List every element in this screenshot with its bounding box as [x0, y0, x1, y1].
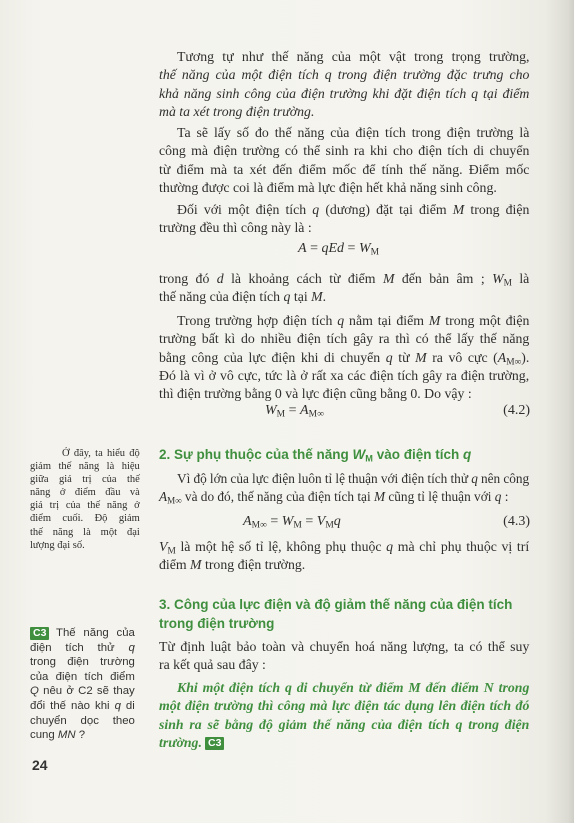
text-line	[159, 349, 530, 367]
line-content	[159, 657, 266, 672]
italic-run	[217, 271, 224, 286]
line-content	[177, 313, 529, 328]
text-line	[159, 288, 530, 306]
text-run: trường.	[159, 734, 202, 750]
text-line	[159, 385, 530, 403]
text-line	[30, 526, 140, 539]
italic-text: W	[352, 447, 366, 462]
line-content	[159, 368, 529, 383]
italic-text: q	[386, 539, 394, 554]
text-line	[159, 656, 530, 674]
line-content	[56, 627, 135, 639]
text-run: ).	[521, 349, 530, 365]
text-line	[159, 446, 530, 465]
subscript: M∞	[167, 495, 182, 506]
line-content	[30, 685, 135, 697]
text-run: là khoảng cách từ điểm	[223, 271, 383, 286]
text-line	[159, 270, 530, 288]
italic-run	[321, 241, 344, 256]
line-content	[159, 698, 529, 713]
line-content	[159, 289, 326, 304]
italic-text: q	[494, 489, 502, 504]
text-line	[159, 488, 530, 506]
section-3-heading	[159, 596, 530, 633]
italic-text: q	[312, 202, 320, 217]
text-line	[159, 201, 530, 219]
equation-4-2-number: (4.2)	[503, 403, 530, 418]
text-run: =	[306, 241, 322, 256]
italic-text: M	[428, 313, 441, 328]
text-run: nên công	[477, 471, 530, 486]
italic-text: W	[358, 241, 371, 256]
text-run: bằng công của lực điện khi di chuyển	[159, 349, 386, 365]
text-line	[159, 697, 530, 715]
text-run: trường đều thì công này là :	[159, 220, 312, 236]
italic-text: M	[311, 289, 323, 305]
text-line	[159, 330, 530, 348]
line-content	[159, 349, 530, 368]
text-run: đổi thế nào khi	[30, 699, 115, 712]
italic-text: mà ta xét trong điện trường.	[159, 103, 315, 119]
line-content	[177, 202, 529, 217]
line-content	[159, 386, 472, 401]
text-line	[159, 367, 530, 385]
text-line	[159, 638, 530, 656]
italic-text: A	[497, 349, 507, 365]
italic-run	[159, 86, 529, 101]
line-content	[159, 331, 529, 346]
italic-run	[265, 403, 285, 418]
line-content	[159, 271, 530, 289]
line-content	[159, 539, 530, 557]
subscript: M	[365, 453, 373, 464]
text-run: 3. Công của lực điện và độ giảm thế năng của điện tích	[159, 597, 513, 612]
subscript: M∞	[308, 409, 324, 420]
italic-text: M	[452, 202, 465, 217]
text-run: nằm tại điểm	[344, 313, 429, 328]
text-run: =	[285, 403, 301, 418]
line-content	[298, 241, 379, 256]
text-run: vào điện tích	[372, 447, 463, 462]
italic-run	[30, 685, 39, 697]
text-run: và do đó, thế năng của điện tích tại	[181, 489, 374, 504]
line-content	[243, 514, 341, 529]
italic-text: qEd	[321, 241, 345, 256]
line-content	[159, 616, 274, 631]
italic-text: q	[385, 349, 393, 365]
text-line	[159, 179, 530, 197]
text-run: cũng tỉ lệ thuận với	[385, 489, 495, 504]
italic-text: khả năng sinh công của điện trường khi đặt điện tích q tại điểm	[159, 85, 530, 101]
text-line	[30, 670, 135, 685]
text-run: trong đó	[159, 271, 217, 286]
line-content	[30, 527, 140, 538]
text-line	[159, 716, 530, 734]
line-content	[30, 656, 135, 668]
line-content	[30, 715, 135, 727]
text-run: trong điện trường	[30, 656, 135, 669]
equation-work	[298, 240, 379, 258]
definition-paragraph	[159, 270, 530, 307]
line-content	[159, 162, 529, 177]
italic-text: A	[298, 241, 307, 256]
subscript: M	[167, 546, 176, 557]
line-content	[30, 642, 135, 654]
line-content	[177, 49, 530, 64]
italic-run	[453, 202, 465, 217]
text-run: giá trị của thế năng ở	[30, 500, 140, 512]
text-line	[159, 219, 530, 237]
c3-reference-badge: C3	[205, 737, 224, 750]
measure-paragraph	[159, 124, 530, 197]
text-run: Trong trường hợp điện tích	[177, 313, 338, 328]
line-content	[30, 500, 140, 511]
subscript: M	[503, 278, 512, 289]
text-line	[30, 684, 135, 699]
conservation-paragraph	[159, 638, 530, 675]
general-field-paragraph	[159, 312, 530, 403]
text-line	[30, 626, 135, 641]
text-run: trường bất kì do nhiều điện tích gây ra thì có thể lấy thế năng	[159, 331, 530, 347]
equation-4-3-number: (4.3)	[503, 514, 530, 529]
italic-run	[159, 104, 314, 119]
line-content	[159, 447, 471, 462]
text-line	[159, 142, 530, 160]
subscript: M∞	[506, 357, 522, 368]
text-line	[298, 240, 379, 258]
text-run: 2. Sự phụ thuộc của thế năng	[159, 447, 353, 462]
line-content	[159, 86, 529, 101]
text-line	[30, 486, 140, 499]
line-content	[159, 143, 529, 158]
text-line	[159, 85, 530, 103]
italic-text: q	[462, 447, 472, 462]
text-run: là	[511, 271, 530, 286]
coefficient-paragraph	[159, 538, 530, 575]
italic-run	[386, 350, 393, 365]
text-run: sinh ra sẽ bằng độ giảm thế năng của điện tích q trong điện	[159, 716, 530, 732]
italic-run	[497, 349, 522, 368]
text-run: trong điện trường.	[201, 557, 306, 573]
text-line	[159, 538, 530, 556]
uniform-field-paragraph	[159, 201, 530, 238]
italic-text: Q	[30, 685, 39, 698]
italic-run	[463, 447, 471, 462]
text-run: di	[120, 699, 135, 712]
text-line	[30, 447, 140, 460]
line-content	[265, 403, 324, 418]
italic-text: q	[128, 641, 135, 654]
text-run: từ điểm mà ta xét đến điểm mốc để tính thế năng. Điểm mốc	[159, 161, 530, 177]
italic-run	[429, 313, 441, 328]
line-content	[159, 639, 529, 654]
italic-text: d	[216, 271, 224, 286]
italic-text: W	[265, 403, 277, 418]
line-content	[177, 680, 529, 695]
italic-run	[415, 350, 427, 365]
subscript: M	[276, 409, 286, 420]
italic-text: M	[190, 557, 202, 573]
italic-run	[317, 514, 334, 529]
line-content	[159, 67, 529, 82]
text-run: điểm cuối. Độ giảm	[30, 513, 140, 525]
line-content	[30, 487, 140, 498]
text-run: trong điện trường	[159, 615, 275, 631]
text-run: thường được coi là điểm mà lực điện hết khả năng sinh công.	[159, 179, 497, 195]
line-content	[159, 557, 305, 572]
text-run: Từ định luật bảo toàn và chuyển hoá năng lượng, ta có thể suy	[159, 639, 530, 654]
line-content	[30, 461, 140, 472]
text-line	[159, 48, 530, 66]
text-run: của điện tích điểm	[30, 670, 135, 683]
italic-text: q	[114, 699, 121, 712]
subscript: M	[325, 520, 334, 531]
text-run: một điện trường thì công mà lực điện tác dụng lên điện tích đó	[159, 698, 530, 714]
line-content	[30, 474, 140, 485]
text-run: thì điện trường bằng 0 và lực điện cũng bằng 0. Do vậy :	[159, 386, 472, 402]
text-run: là một hệ số tỉ lệ, không phụ thuộc	[175, 539, 387, 554]
line-content	[30, 671, 135, 683]
text-run: chuyển dọc theo	[30, 714, 135, 727]
equation-4-2	[265, 402, 324, 420]
line-content	[30, 513, 140, 524]
italic-text: A	[159, 489, 168, 504]
line-content	[159, 735, 202, 750]
text-run: mà chỉ phụ thuộc vị trí	[393, 539, 530, 554]
text-line	[30, 473, 140, 486]
c3-question	[30, 626, 135, 743]
italic-run	[353, 447, 373, 462]
text-run: từ	[392, 349, 416, 365]
line-content	[62, 448, 140, 459]
text-run: ?	[75, 729, 86, 742]
text-run: Vì độ lớn của lực điện luôn tỉ lệ thuận với điện tích thử	[177, 471, 472, 486]
line-content	[159, 597, 512, 612]
proportionality-paragraph	[159, 470, 530, 506]
sidebar-note	[30, 447, 140, 552]
line-content	[30, 540, 85, 551]
equation-4-3	[243, 513, 341, 531]
text-run: Khi một điện tích q di chuyển từ điểm M đến điểm N trong	[177, 680, 530, 695]
text-run: công mà điện trường có thể sinh ra khi cho điện tích di chuyển	[159, 143, 530, 159]
italic-run	[359, 241, 379, 256]
text-run: Đối với một điện tích	[177, 202, 313, 217]
text-line	[30, 539, 140, 552]
text-run: =	[301, 514, 317, 529]
line-content	[30, 700, 135, 712]
italic-run	[243, 514, 267, 529]
italic-text: M	[415, 349, 427, 365]
text-line	[30, 728, 135, 743]
text-run: thế năng của điện tích	[159, 289, 284, 305]
text-run: trong điện	[464, 202, 530, 217]
italic-text: q	[283, 289, 291, 305]
italic-text: thế năng của một điện tích q trong điện trường đặc trưng cho	[159, 67, 530, 83]
italic-run	[159, 539, 176, 557]
italic-run	[190, 557, 202, 572]
text-run: thế năng là một đại	[30, 526, 140, 538]
text-run: ra vô cực (	[426, 349, 498, 365]
subscript: M∞	[251, 520, 267, 531]
text-run: Đó là vì ở vô cực, tức là ở rất xa các điện tích gây ra điện trường,	[159, 367, 530, 383]
text-line	[243, 513, 341, 531]
text-run: đến bản âm ;	[394, 271, 493, 286]
text-run: lượng đại số.	[30, 539, 85, 551]
line-content	[159, 220, 312, 235]
text-run: (dương) đặt tại điểm	[319, 202, 453, 217]
italic-text: W	[281, 514, 294, 529]
text-run: nêu ở C2 sẽ thay	[38, 685, 135, 698]
italic-run	[300, 403, 324, 418]
text-run: :	[501, 489, 509, 504]
italic-text: A	[300, 403, 309, 418]
italic-run	[383, 271, 395, 286]
line-content	[159, 717, 529, 732]
text-run: cung	[30, 729, 58, 742]
line-content	[159, 489, 508, 504]
italic-text: W	[492, 271, 504, 286]
text-run: năng ở điểm đầu và	[30, 487, 140, 499]
text-run: trong một điện	[440, 313, 530, 328]
text-line	[159, 312, 530, 330]
line-content	[30, 729, 85, 741]
page-number: 24	[32, 757, 48, 773]
italic-text: M	[373, 489, 386, 504]
text-run: Ở đây, ta hiểu độ	[62, 448, 140, 459]
text-line	[159, 103, 530, 121]
intro-paragraph	[159, 48, 530, 121]
italic-run	[298, 241, 307, 256]
italic-text: q	[333, 514, 341, 529]
italic-text: M	[382, 271, 395, 286]
section-2-heading	[159, 446, 530, 465]
text-run: =	[266, 514, 282, 529]
italic-text: V	[316, 514, 326, 529]
italic-run	[129, 642, 135, 654]
text-line	[159, 124, 530, 142]
text-run: =	[344, 241, 359, 256]
italic-text: V	[159, 539, 168, 554]
text-run: ra kết quả sau đây :	[159, 657, 266, 673]
text-line	[159, 679, 530, 697]
text-run: giữa giá trị của thế	[30, 474, 140, 486]
italic-run	[159, 67, 529, 82]
text-line	[159, 615, 530, 634]
text-line	[30, 512, 140, 525]
italic-run	[374, 489, 385, 504]
italic-run	[334, 514, 341, 529]
italic-text: A	[243, 514, 252, 529]
text-line	[30, 460, 140, 473]
text-line	[265, 402, 324, 420]
text-line	[30, 641, 135, 656]
italic-run	[311, 289, 323, 304]
text-line	[30, 499, 140, 512]
text-run: giảm thế năng là hiệu	[30, 461, 140, 473]
italic-run	[492, 271, 512, 289]
subscript: M	[293, 520, 302, 531]
text-line	[30, 714, 135, 729]
text-line	[159, 556, 530, 574]
text-run: .	[322, 289, 327, 305]
italic-run	[471, 471, 478, 486]
text-run: Tương tự như thế năng của một vật trong trọng trường,	[177, 49, 530, 64]
text-run: Ta sẽ lấy số đo thế năng của điện tích trong điện trường là	[177, 125, 530, 140]
text-line	[159, 470, 530, 488]
c3-badge: C3	[30, 627, 49, 640]
text-line	[30, 699, 135, 714]
text-line	[159, 66, 530, 84]
italic-text: MN	[57, 729, 76, 742]
text-run: điện tích thử	[30, 641, 129, 654]
line-content	[159, 180, 497, 195]
line-content	[177, 125, 529, 140]
italic-text: q	[337, 313, 345, 328]
text-run: điểm	[159, 557, 191, 573]
text-line	[159, 161, 530, 179]
italic-text: q	[471, 471, 478, 486]
text-run: tại	[290, 289, 312, 305]
italic-run	[282, 514, 302, 529]
italic-run	[159, 489, 182, 504]
text-run: Thế năng của	[56, 627, 135, 639]
line-content	[159, 104, 314, 119]
text-line	[30, 655, 135, 670]
subscript: M	[370, 247, 380, 258]
italic-run	[58, 729, 76, 741]
line-content	[177, 471, 529, 486]
text-line	[159, 596, 530, 615]
